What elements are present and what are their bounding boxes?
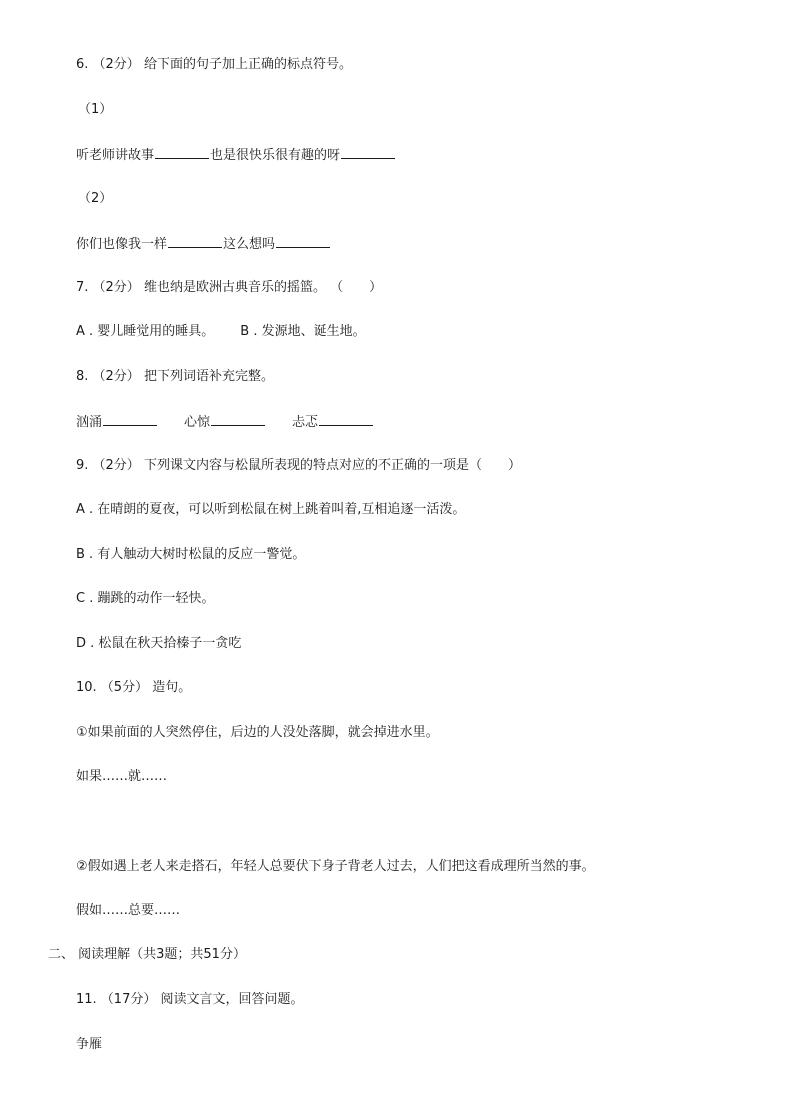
q10-item1: ①如果前面的人突然停住，后边的人没处落脚，就会掉进水里。 <box>76 725 439 740</box>
q6-header: 6. （2分） 给下面的句子加上正确的标点符号。 <box>76 57 352 72</box>
answer-blank[interactable] <box>103 412 157 426</box>
q7-header: 7. （2分） 维也纳是欧洲古典音乐的摇篮。 （ ） <box>76 280 383 295</box>
q6-part2-label: （2） <box>78 191 113 206</box>
answer-blank[interactable] <box>155 145 209 159</box>
section2-title: 二、 阅读理解（共3题；共51分） <box>48 947 246 962</box>
q9-header: 9. （2分） 下列课文内容与松鼠所表现的特点对应的不正确的一项是（ ） <box>76 458 521 473</box>
q6-part1-label: （1） <box>78 102 113 117</box>
q8-word2: 心惊 <box>184 415 211 430</box>
q10-item2-pattern: 假如……总要…… <box>76 903 181 918</box>
q10-item1-pattern: 如果……就…… <box>76 769 168 784</box>
answer-blank[interactable] <box>341 145 395 159</box>
answer-blank[interactable] <box>276 234 330 248</box>
q11-header: 11. （17分） 阅读文言文，回答问题。 <box>76 992 304 1007</box>
q8-words <box>76 412 374 432</box>
q9-option-a[interactable]: A . 在晴朗的夏夜，可以听到松鼠在树上跳着叫着,互相追逐一活泼。 <box>76 502 466 517</box>
q6-part2-text-b: 这么想吗 <box>223 237 276 252</box>
q8-word3: 忐忑 <box>292 415 319 430</box>
q10-item2: ②假如遇上老人来走搭石，年轻人总要伏下身子背老人过去，人们把这看成理所当然的事。 <box>76 859 595 874</box>
answer-blank[interactable] <box>211 412 265 426</box>
q6-part1-sentence <box>76 145 396 165</box>
q8-word1: 汹涌 <box>76 415 103 430</box>
q9-option-c[interactable]: C . 蹦跳的动作一轻快。 <box>76 591 215 606</box>
q6-part2-text-a: 你们也像我一样 <box>76 237 168 252</box>
q8-header: 8. （2分） 把下列词语补充完整。 <box>76 369 274 384</box>
q7-option-a[interactable]: A . 婴儿睡觉用的睡具。 <box>76 324 215 339</box>
answer-blank[interactable] <box>168 234 222 248</box>
answer-blank[interactable] <box>319 412 373 426</box>
q7-options <box>76 323 366 341</box>
q6-part1-text-a: 听老师讲故事 <box>76 148 155 163</box>
q7-option-b[interactable]: B . 发源地、诞生地。 <box>240 324 366 339</box>
q6-part1-text-b: 也是很快乐很有趣的呀 <box>210 148 341 163</box>
q10-header: 10. （5分） 造句。 <box>76 680 192 695</box>
q6-part2-sentence <box>76 234 331 254</box>
q11-passage-title: 争雁 <box>76 1037 103 1052</box>
q9-option-b[interactable]: B . 有人触动大树时松鼠的反应一警觉。 <box>76 547 306 562</box>
q9-option-d[interactable]: D . 松鼠在秋天拾榛子一贪吃 <box>76 636 242 651</box>
